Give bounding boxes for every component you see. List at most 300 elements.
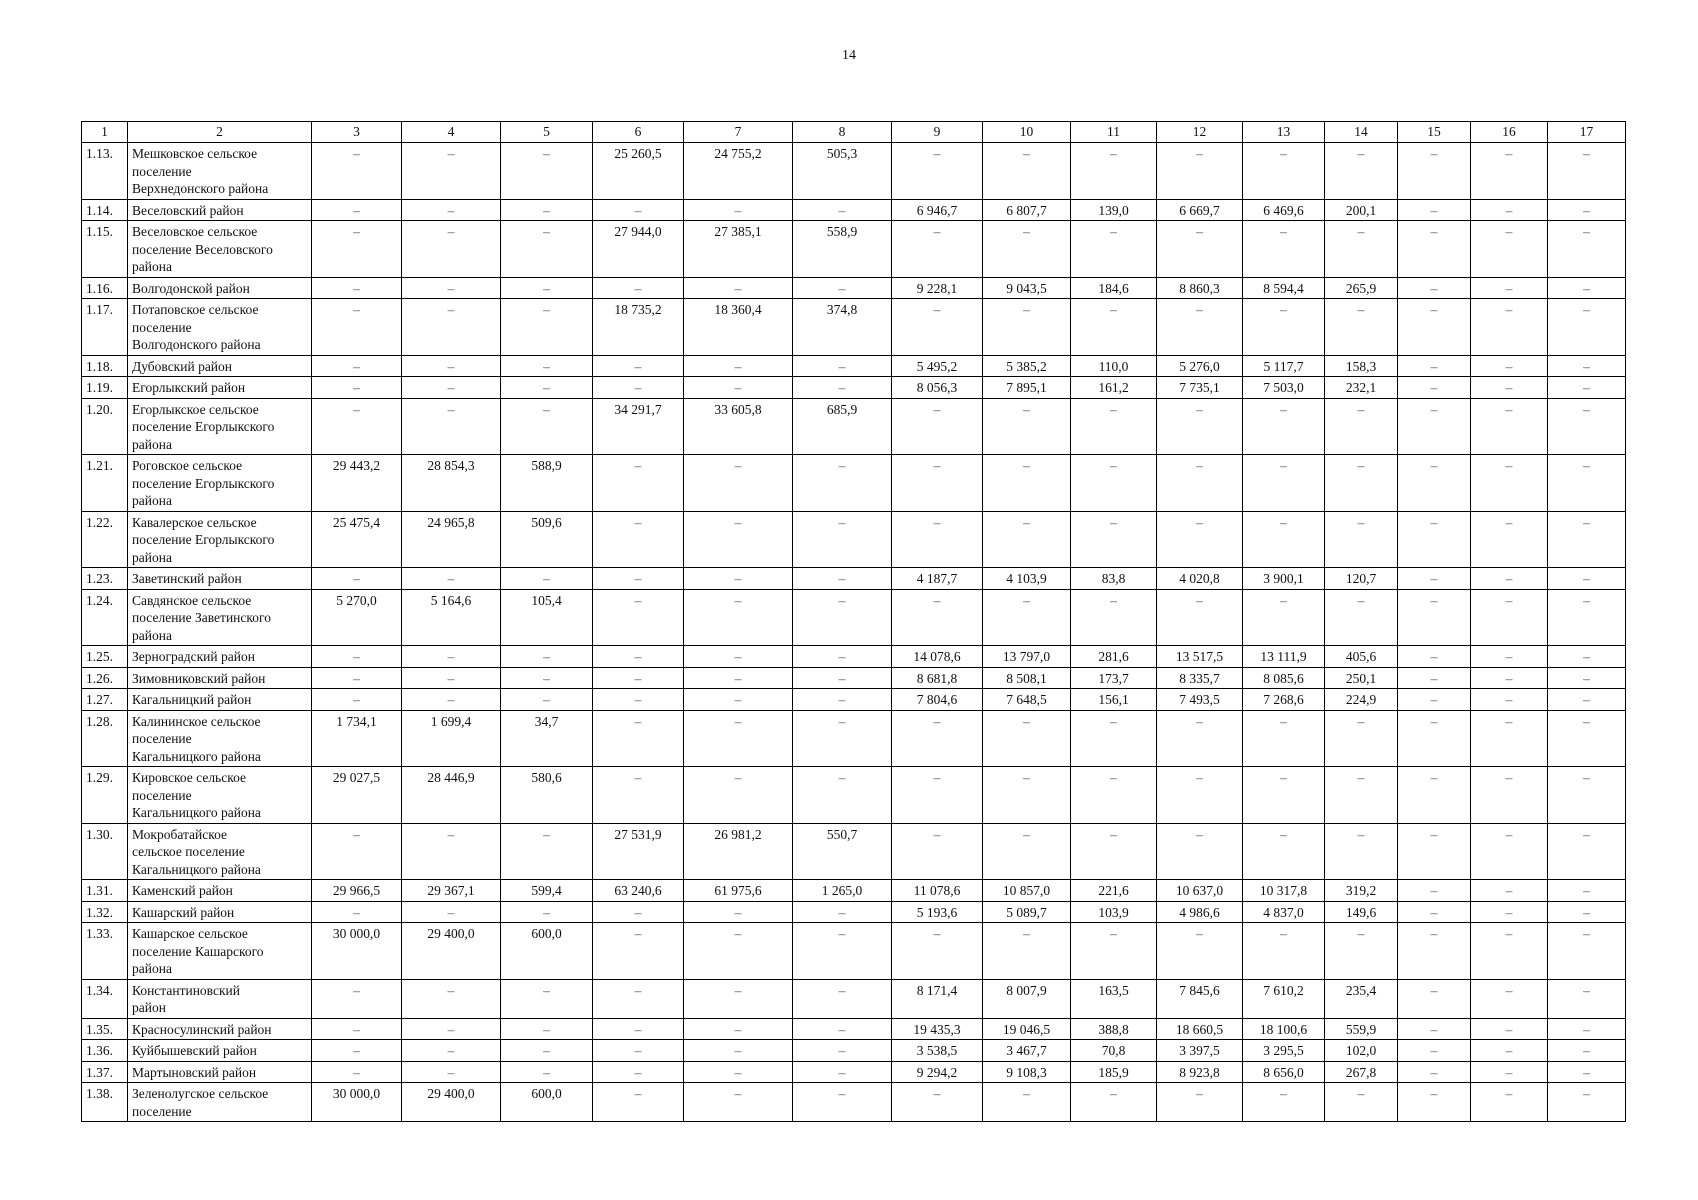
value-cell: – bbox=[1398, 277, 1471, 299]
value-cell: – bbox=[1548, 143, 1626, 200]
value-cell: 232,1 bbox=[1325, 377, 1398, 399]
value-cell: 4 187,7 bbox=[892, 568, 983, 590]
row-number-cell: 1.31. bbox=[82, 880, 128, 902]
value-cell: – bbox=[312, 1018, 402, 1040]
municipality-name-cell bbox=[128, 355, 312, 377]
municipality-name-line: района bbox=[132, 493, 172, 508]
value-cell: 4 837,0 bbox=[1243, 901, 1325, 923]
value-cell: – bbox=[1071, 221, 1157, 278]
value-cell: – bbox=[892, 299, 983, 356]
row-number-cell: 1.21. bbox=[82, 455, 128, 512]
value-cell: 161,2 bbox=[1071, 377, 1157, 399]
value-cell: – bbox=[892, 823, 983, 880]
value-cell: – bbox=[684, 979, 793, 1018]
value-cell: – bbox=[983, 710, 1071, 767]
value-cell: – bbox=[1071, 511, 1157, 568]
value-cell: – bbox=[1471, 568, 1548, 590]
table-row bbox=[82, 1040, 1626, 1062]
value-cell: – bbox=[1548, 511, 1626, 568]
value-cell: – bbox=[983, 767, 1071, 824]
value-cell: – bbox=[312, 901, 402, 923]
table-row bbox=[82, 880, 1626, 902]
value-cell: – bbox=[501, 901, 593, 923]
value-cell: – bbox=[684, 689, 793, 711]
row-number-cell: 1.17. bbox=[82, 299, 128, 356]
value-cell: – bbox=[983, 923, 1071, 980]
municipality-name-line: Кавалерское сельское bbox=[132, 514, 257, 530]
value-cell: – bbox=[593, 377, 684, 399]
value-cell: – bbox=[793, 355, 892, 377]
value-cell: – bbox=[501, 221, 593, 278]
value-cell: 7 804,6 bbox=[892, 689, 983, 711]
value-cell: – bbox=[501, 689, 593, 711]
municipality-name-line: района bbox=[132, 549, 172, 565]
value-cell: 5 164,6 bbox=[402, 589, 501, 646]
municipality-name-cell bbox=[128, 880, 312, 902]
value-cell: – bbox=[593, 1018, 684, 1040]
value-cell: – bbox=[593, 355, 684, 377]
value-cell: – bbox=[593, 455, 684, 512]
value-cell: – bbox=[1398, 589, 1471, 646]
value-cell: 83,8 bbox=[1071, 568, 1157, 590]
value-cell: – bbox=[1243, 221, 1325, 278]
value-cell: – bbox=[684, 568, 793, 590]
value-cell: 5 089,7 bbox=[983, 901, 1071, 923]
value-cell: – bbox=[983, 511, 1071, 568]
header-cell: 9 bbox=[892, 122, 983, 143]
value-cell: – bbox=[684, 901, 793, 923]
value-cell: – bbox=[1398, 299, 1471, 356]
value-cell: – bbox=[892, 1083, 983, 1122]
value-cell: – bbox=[1157, 299, 1243, 356]
municipality-name-line: Роговское сельское bbox=[132, 458, 243, 473]
value-cell: – bbox=[793, 979, 892, 1018]
table-row bbox=[82, 901, 1626, 923]
header-cell: 13 bbox=[1243, 122, 1325, 143]
value-cell: 3 538,5 bbox=[892, 1040, 983, 1062]
value-cell: – bbox=[1398, 823, 1471, 880]
value-cell: – bbox=[1071, 767, 1157, 824]
budget-table bbox=[81, 121, 1626, 1122]
value-cell: – bbox=[501, 143, 593, 200]
row-number-cell: 1.33. bbox=[82, 923, 128, 980]
value-cell: – bbox=[312, 277, 402, 299]
row-number-cell: 1.25. bbox=[82, 646, 128, 668]
value-cell: – bbox=[684, 923, 793, 980]
value-cell: 28 854,3 bbox=[402, 455, 501, 512]
value-cell: 30 000,0 bbox=[312, 1083, 402, 1122]
value-cell: 250,1 bbox=[1325, 667, 1398, 689]
value-cell: 173,7 bbox=[1071, 667, 1157, 689]
value-cell: 102,0 bbox=[1325, 1040, 1398, 1062]
value-cell: – bbox=[1471, 880, 1548, 902]
value-cell: 600,0 bbox=[501, 1083, 593, 1122]
value-cell: – bbox=[1471, 511, 1548, 568]
value-cell: – bbox=[1471, 143, 1548, 200]
value-cell: – bbox=[793, 689, 892, 711]
municipality-name-line: поселение bbox=[132, 319, 192, 335]
municipality-name-cell bbox=[128, 299, 312, 356]
value-cell: – bbox=[892, 767, 983, 824]
value-cell: – bbox=[892, 143, 983, 200]
value-cell: 9 108,3 bbox=[983, 1061, 1071, 1083]
municipality-name-line: Кашарский район bbox=[132, 904, 235, 920]
value-cell: – bbox=[1471, 901, 1548, 923]
value-cell: – bbox=[1157, 1083, 1243, 1122]
value-cell: 8 335,7 bbox=[1157, 667, 1243, 689]
header-cell: 3 bbox=[312, 122, 402, 143]
value-cell: – bbox=[1071, 923, 1157, 980]
municipality-name-line: Кагальницкого района bbox=[132, 748, 261, 764]
value-cell: – bbox=[793, 377, 892, 399]
header-cell: 2 bbox=[128, 122, 312, 143]
value-cell: 7 503,0 bbox=[1243, 377, 1325, 399]
value-cell: – bbox=[793, 901, 892, 923]
value-cell: 29 966,5 bbox=[312, 880, 402, 902]
municipality-name-line: Мешковское сельское bbox=[132, 146, 258, 161]
header-cell: 10 bbox=[983, 122, 1071, 143]
municipality-name-line: поселение Кашарского bbox=[132, 943, 264, 959]
municipality-name-line: поселение Егорлыкского bbox=[132, 532, 275, 547]
value-cell: 9 294,2 bbox=[892, 1061, 983, 1083]
value-cell: – bbox=[312, 979, 402, 1018]
value-cell: – bbox=[1548, 355, 1626, 377]
value-cell: 221,6 bbox=[1071, 880, 1157, 902]
value-cell: 156,1 bbox=[1071, 689, 1157, 711]
value-cell: – bbox=[1243, 589, 1325, 646]
municipality-name-cell bbox=[128, 689, 312, 711]
municipality-name-line: Заветинский район bbox=[132, 571, 242, 586]
value-cell: – bbox=[793, 646, 892, 668]
value-cell: – bbox=[593, 689, 684, 711]
row-number-cell: 1.16. bbox=[82, 277, 128, 299]
value-cell: – bbox=[1157, 823, 1243, 880]
header-cell: 11 bbox=[1071, 122, 1157, 143]
table-row bbox=[82, 221, 1626, 278]
value-cell: 4 020,8 bbox=[1157, 568, 1243, 590]
value-cell: – bbox=[684, 277, 793, 299]
value-cell: – bbox=[1071, 1083, 1157, 1122]
value-cell: 10 857,0 bbox=[983, 880, 1071, 902]
value-cell: – bbox=[312, 568, 402, 590]
value-cell: 29 400,0 bbox=[402, 1083, 501, 1122]
value-cell: – bbox=[312, 1040, 402, 1062]
value-cell: – bbox=[1157, 221, 1243, 278]
municipality-name-line: Мартыновский район bbox=[132, 1064, 257, 1080]
value-cell: – bbox=[1071, 398, 1157, 455]
table-row bbox=[82, 767, 1626, 824]
table-row bbox=[82, 710, 1626, 767]
value-cell: – bbox=[402, 199, 501, 221]
value-cell: – bbox=[1398, 1083, 1471, 1122]
value-cell: 6 807,7 bbox=[983, 199, 1071, 221]
value-cell: – bbox=[684, 1040, 793, 1062]
value-cell: – bbox=[593, 1040, 684, 1062]
municipality-name-line: поселение bbox=[132, 163, 192, 179]
municipality-name-line: района bbox=[132, 961, 172, 976]
value-cell: – bbox=[1398, 710, 1471, 767]
table-row bbox=[82, 823, 1626, 880]
value-cell: – bbox=[593, 1061, 684, 1083]
municipality-name-line: поселение Егорлыкского bbox=[132, 475, 275, 491]
value-cell: 29 400,0 bbox=[402, 923, 501, 980]
municipality-name-cell bbox=[128, 199, 312, 221]
municipality-name-line: района bbox=[132, 436, 172, 452]
value-cell: – bbox=[1157, 398, 1243, 455]
value-cell: – bbox=[402, 979, 501, 1018]
value-cell: 28 446,9 bbox=[402, 767, 501, 824]
value-cell: – bbox=[892, 923, 983, 980]
table-row bbox=[82, 1018, 1626, 1040]
municipality-name-cell bbox=[128, 1061, 312, 1083]
value-cell: 9 043,5 bbox=[983, 277, 1071, 299]
value-cell: 24 965,8 bbox=[402, 511, 501, 568]
value-cell: – bbox=[593, 767, 684, 824]
row-number-cell: 1.36. bbox=[82, 1040, 128, 1062]
municipality-name-line: Константиновский bbox=[132, 982, 240, 998]
value-cell: – bbox=[1398, 568, 1471, 590]
value-cell: – bbox=[1243, 823, 1325, 880]
value-cell: – bbox=[1243, 767, 1325, 824]
value-cell: 5 270,0 bbox=[312, 589, 402, 646]
table-row bbox=[82, 455, 1626, 512]
value-cell: 405,6 bbox=[1325, 646, 1398, 668]
value-cell: – bbox=[402, 823, 501, 880]
value-cell: – bbox=[1471, 767, 1548, 824]
table-row bbox=[82, 667, 1626, 689]
value-cell: 5 193,6 bbox=[892, 901, 983, 923]
value-cell: – bbox=[1071, 589, 1157, 646]
municipality-name-line: поселение Егорлыкского bbox=[132, 419, 275, 434]
value-cell: 200,1 bbox=[1325, 199, 1398, 221]
header-cell: 1 bbox=[82, 122, 128, 143]
value-cell: – bbox=[1548, 767, 1626, 824]
value-cell: – bbox=[1548, 199, 1626, 221]
value-cell: – bbox=[1548, 923, 1626, 980]
value-cell: – bbox=[793, 568, 892, 590]
value-cell: – bbox=[793, 667, 892, 689]
table-header-row bbox=[82, 122, 1626, 143]
value-cell: 7 895,1 bbox=[983, 377, 1071, 399]
value-cell: – bbox=[1243, 923, 1325, 980]
value-cell: – bbox=[1471, 377, 1548, 399]
value-cell: 13 111,9 bbox=[1243, 646, 1325, 668]
value-cell: – bbox=[983, 455, 1071, 512]
municipality-name-line: Волгодонского района bbox=[132, 337, 261, 352]
municipality-name-line: Красносулинский район bbox=[132, 1021, 272, 1037]
municipality-name-cell bbox=[128, 667, 312, 689]
value-cell: – bbox=[684, 767, 793, 824]
table-row bbox=[82, 979, 1626, 1018]
value-cell: 149,6 bbox=[1325, 901, 1398, 923]
value-cell: – bbox=[1157, 767, 1243, 824]
value-cell: – bbox=[1548, 455, 1626, 512]
table-row bbox=[82, 568, 1626, 590]
municipality-name-line: поселение Заветинского bbox=[132, 610, 271, 625]
row-number-cell: 1.37. bbox=[82, 1061, 128, 1083]
municipality-name-cell bbox=[128, 377, 312, 399]
value-cell: – bbox=[1398, 923, 1471, 980]
value-cell: – bbox=[501, 667, 593, 689]
value-cell: 158,3 bbox=[1325, 355, 1398, 377]
value-cell: – bbox=[1157, 710, 1243, 767]
value-cell: – bbox=[501, 299, 593, 356]
page-number: 14 bbox=[842, 48, 856, 63]
value-cell: 388,8 bbox=[1071, 1018, 1157, 1040]
value-cell: – bbox=[1548, 277, 1626, 299]
value-cell: 224,9 bbox=[1325, 689, 1398, 711]
municipality-name-line: Кагальницкий район bbox=[132, 692, 252, 707]
table-row bbox=[82, 511, 1626, 568]
value-cell: – bbox=[1157, 923, 1243, 980]
value-cell: – bbox=[593, 923, 684, 980]
value-cell: – bbox=[312, 199, 402, 221]
value-cell: – bbox=[892, 455, 983, 512]
value-cell: 8 007,9 bbox=[983, 979, 1071, 1018]
municipality-name-line: Верхнедонского района bbox=[132, 181, 269, 196]
value-cell: – bbox=[501, 1040, 593, 1062]
value-cell: 685,9 bbox=[793, 398, 892, 455]
value-cell: – bbox=[1471, 823, 1548, 880]
value-cell: 8 860,3 bbox=[1157, 277, 1243, 299]
municipality-name-cell bbox=[128, 511, 312, 568]
value-cell: 509,6 bbox=[501, 511, 593, 568]
value-cell: 5 495,2 bbox=[892, 355, 983, 377]
value-cell: – bbox=[1471, 689, 1548, 711]
value-cell: 8 681,8 bbox=[892, 667, 983, 689]
municipality-name-cell bbox=[128, 589, 312, 646]
value-cell: – bbox=[983, 823, 1071, 880]
table-row bbox=[82, 143, 1626, 200]
value-cell: 10 637,0 bbox=[1157, 880, 1243, 902]
value-cell: 4 103,9 bbox=[983, 568, 1071, 590]
value-cell: 600,0 bbox=[501, 923, 593, 980]
value-cell: 1 699,4 bbox=[402, 710, 501, 767]
value-cell: 7 268,6 bbox=[1243, 689, 1325, 711]
municipality-name-line: поселение bbox=[132, 787, 192, 803]
value-cell: 558,9 bbox=[793, 221, 892, 278]
value-cell: – bbox=[593, 1083, 684, 1122]
row-number-cell: 1.22. bbox=[82, 511, 128, 568]
value-cell: 281,6 bbox=[1071, 646, 1157, 668]
value-cell: – bbox=[501, 355, 593, 377]
municipality-name-line: сельское поселение bbox=[132, 844, 245, 859]
value-cell: – bbox=[1071, 710, 1157, 767]
municipality-name-line: Веселовский район bbox=[132, 202, 244, 218]
value-cell: 8 085,6 bbox=[1243, 667, 1325, 689]
municipality-name-line: района bbox=[132, 259, 172, 274]
value-cell: 24 755,2 bbox=[684, 143, 793, 200]
value-cell: 29 367,1 bbox=[402, 880, 501, 902]
value-cell: – bbox=[793, 199, 892, 221]
value-cell: – bbox=[983, 299, 1071, 356]
value-cell: – bbox=[684, 511, 793, 568]
value-cell: – bbox=[501, 398, 593, 455]
municipality-name-cell bbox=[128, 455, 312, 512]
value-cell: – bbox=[892, 511, 983, 568]
value-cell: – bbox=[402, 1061, 501, 1083]
value-cell: – bbox=[593, 511, 684, 568]
municipality-name-line: Кагальницкого района bbox=[132, 805, 261, 820]
value-cell: – bbox=[501, 568, 593, 590]
value-cell: 7 648,5 bbox=[983, 689, 1071, 711]
value-cell: 5 276,0 bbox=[1157, 355, 1243, 377]
value-cell: 9 228,1 bbox=[892, 277, 983, 299]
value-cell: – bbox=[793, 511, 892, 568]
value-cell: – bbox=[1398, 199, 1471, 221]
value-cell: – bbox=[312, 1061, 402, 1083]
header-cell: 6 bbox=[593, 122, 684, 143]
value-cell: – bbox=[793, 710, 892, 767]
municipality-name-cell bbox=[128, 823, 312, 880]
value-cell: 13 797,0 bbox=[983, 646, 1071, 668]
value-cell: – bbox=[402, 221, 501, 278]
value-cell: – bbox=[312, 355, 402, 377]
value-cell: – bbox=[1548, 646, 1626, 668]
value-cell: – bbox=[1548, 221, 1626, 278]
value-cell: – bbox=[501, 1018, 593, 1040]
value-cell: – bbox=[892, 589, 983, 646]
value-cell: 6 946,7 bbox=[892, 199, 983, 221]
municipality-name-line: район bbox=[132, 1000, 166, 1015]
header-cell: 12 bbox=[1157, 122, 1243, 143]
header-cell: 5 bbox=[501, 122, 593, 143]
municipality-name-line: Савдянское сельское bbox=[132, 592, 252, 608]
value-cell: 14 078,6 bbox=[892, 646, 983, 668]
municipality-name-line: Веселовское сельское bbox=[132, 224, 258, 239]
value-cell: – bbox=[1398, 667, 1471, 689]
value-cell: – bbox=[1325, 710, 1398, 767]
value-cell: – bbox=[312, 689, 402, 711]
value-cell: – bbox=[983, 398, 1071, 455]
header-cell: 17 bbox=[1548, 122, 1626, 143]
value-cell: – bbox=[1243, 1083, 1325, 1122]
value-cell: 184,6 bbox=[1071, 277, 1157, 299]
value-cell: – bbox=[402, 355, 501, 377]
value-cell: – bbox=[1071, 823, 1157, 880]
value-cell: – bbox=[684, 1083, 793, 1122]
value-cell: – bbox=[1471, 646, 1548, 668]
value-cell: 18 735,2 bbox=[593, 299, 684, 356]
row-number-cell: 1.24. bbox=[82, 589, 128, 646]
municipality-name-line: Зимовниковский район bbox=[132, 670, 266, 686]
value-cell: 25 475,4 bbox=[312, 511, 402, 568]
value-cell: 70,8 bbox=[1071, 1040, 1157, 1062]
municipality-name-line: Кировское сельское bbox=[132, 770, 246, 785]
value-cell: – bbox=[1398, 880, 1471, 902]
value-cell: – bbox=[684, 589, 793, 646]
value-cell: – bbox=[312, 398, 402, 455]
value-cell: 8 508,1 bbox=[983, 667, 1071, 689]
value-cell: 7 610,2 bbox=[1243, 979, 1325, 1018]
value-cell: – bbox=[1398, 143, 1471, 200]
value-cell: – bbox=[1243, 398, 1325, 455]
value-cell: 26 981,2 bbox=[684, 823, 793, 880]
header-cell: 7 bbox=[684, 122, 793, 143]
value-cell: 19 046,5 bbox=[983, 1018, 1071, 1040]
value-cell: – bbox=[1548, 398, 1626, 455]
municipality-name-line: Волгодонской район bbox=[132, 280, 250, 296]
value-cell: – bbox=[1548, 1061, 1626, 1083]
value-cell: – bbox=[1325, 455, 1398, 512]
municipality-name-line: Зерноградский район bbox=[132, 649, 255, 664]
value-cell: 3 467,7 bbox=[983, 1040, 1071, 1062]
value-cell: – bbox=[1471, 199, 1548, 221]
value-cell: 25 260,5 bbox=[593, 143, 684, 200]
value-cell: – bbox=[1325, 398, 1398, 455]
value-cell: – bbox=[402, 901, 501, 923]
value-cell: 8 923,8 bbox=[1157, 1061, 1243, 1083]
